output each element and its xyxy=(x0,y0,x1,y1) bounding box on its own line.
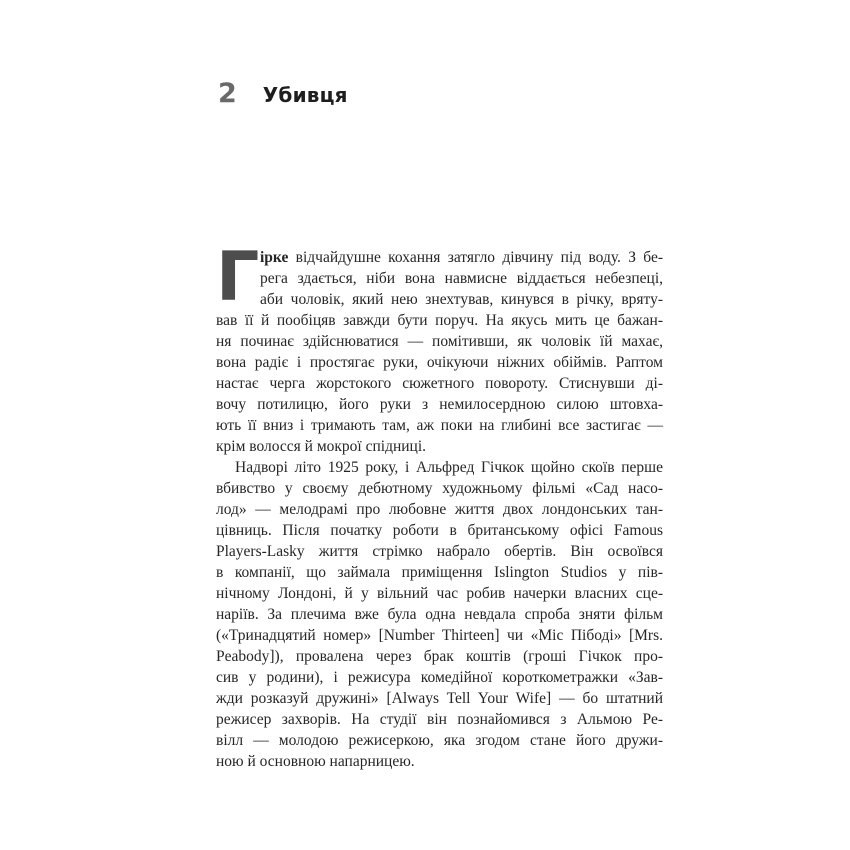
text-line: настає черга жорстокого сюжетного повороту. Стиснувши ді- xyxy=(216,375,663,392)
text-line: цівниць. Після початку роботи в британському офісі Famous xyxy=(216,522,663,539)
text-line: вав її й пообіцяв завжди бути поруч. На якусь мить це бажан- xyxy=(216,312,663,329)
text-line: Надворі літо 1925 року, і Альфред Гічкок щойно скоїв перше xyxy=(235,459,663,476)
text-line: Players-Lasky життя стрімко набрало обертів. Він освоївся xyxy=(216,543,663,560)
text-line: в компанії, що займала приміщення Islington Studios у пів- xyxy=(216,564,663,581)
running-head xyxy=(218,80,348,107)
paragraph-1 xyxy=(216,238,663,457)
text-line: вона радіє і простягає руки, очікуючи ніжних обіймів. Раптом xyxy=(216,354,663,371)
text-line: ня починає здійснюватися — помітивши, як чоловік їй махає, xyxy=(216,333,663,350)
text-line: нічному Лондоні, й у вільний час робив начерки власних сце- xyxy=(216,585,663,602)
line-text: відчайдушне кохання затягло дівчину під воду. З бе- xyxy=(288,249,663,266)
text-line: лод» — мелодрамі про любовне життя двох лондонських тан- xyxy=(216,501,663,518)
paragraph-2-lines xyxy=(216,478,663,751)
text-line: аби чоловік, який нею знехтував, кинувся в річку, вряту- xyxy=(260,291,663,308)
chapter-title: Убивця xyxy=(262,83,348,107)
text-line: («Тринадцятий номер» [Number Thirteen] чи «Міс Пібоді» [Mrs. xyxy=(216,627,663,644)
drop-cap-letter: Г xyxy=(216,238,260,317)
text-line: крім волосся й мокрої спідниці. xyxy=(216,438,427,455)
paragraph-1-lines xyxy=(216,310,663,436)
paragraph-1-dropcap-lines xyxy=(216,268,663,310)
body-text xyxy=(216,238,663,772)
text-line: режисер захворів. На студії він познайомився з Альмою Ре- xyxy=(216,711,663,728)
text-line xyxy=(260,247,663,268)
page-number: 2 xyxy=(218,78,237,109)
text-line: ють її вниз і тримають там, аж поки на глибині все застигає — xyxy=(216,417,663,434)
text-line: жди розказуй дружині» [Always Tell Your Wife] — бо штатний xyxy=(216,690,663,707)
text-line: сив у родини), і режисура комедійної короткометражки «Зав- xyxy=(216,669,663,686)
paragraph-2 xyxy=(216,457,663,772)
text-line: вбивство у своєму дебютному художньому фільмі «Сад насо- xyxy=(216,480,663,497)
lead-word: ірке xyxy=(260,249,289,266)
text-line: вілл — молодою режисеркою, яка згодом стане його дружи- xyxy=(216,732,663,749)
text-line: Peabody]), провалена через брак коштів (гроші Гічкок про- xyxy=(216,648,663,665)
text-line: ною й основною напарницею. xyxy=(216,753,415,770)
text-line: наріїв. За плечима вже була одна невдала спроба зняти фільм xyxy=(216,606,663,623)
text-line: рега здається, ніби вона навмисне віддається небезпеці, xyxy=(260,270,663,287)
text-line: вочу потилицю, його руки з немилосердною силою штовха- xyxy=(216,396,663,413)
